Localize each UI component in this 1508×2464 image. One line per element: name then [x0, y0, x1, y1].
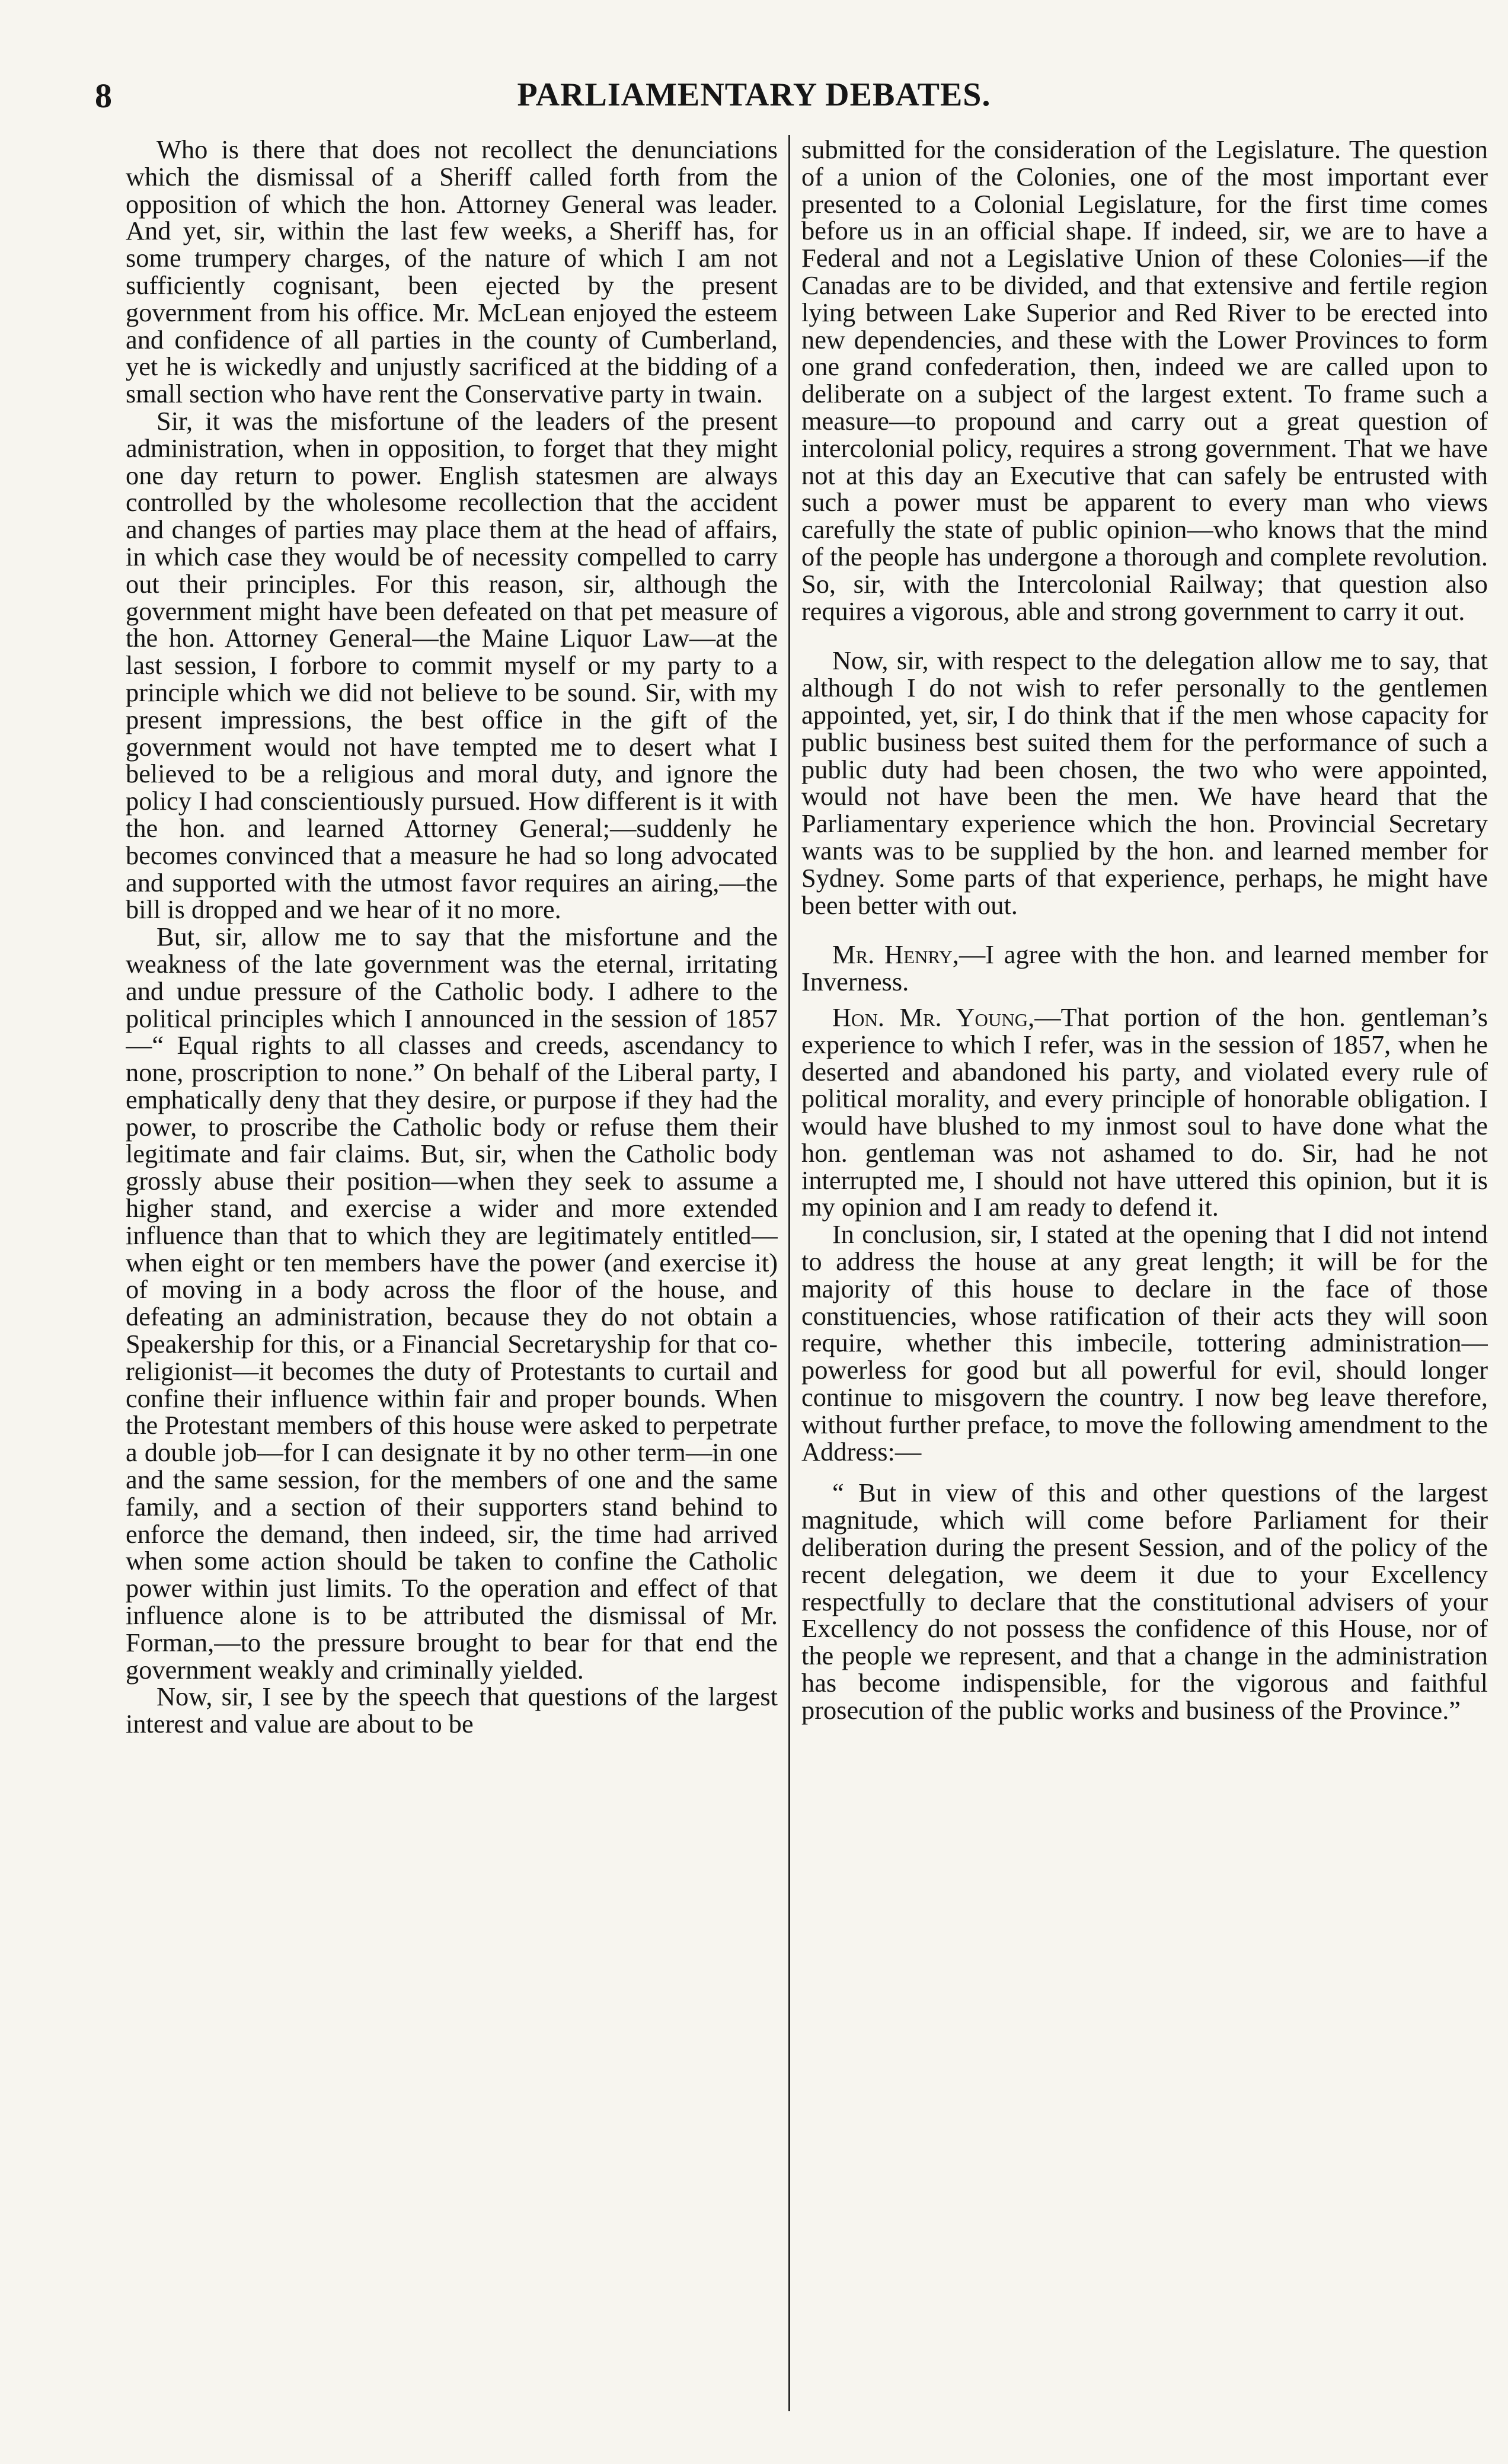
column-divider	[788, 135, 790, 2411]
paragraph: Who is there that does not recollect the denunciations which the dismissal of a Sheriff called forth from the opposition of which the hon. Attorney General was leader. And yet, sir, within the last few weeks, a Sheriff has, for some trumpery charges, of the nature of which I am not sufficiently cognisant, been ejected by the present government from his office. Mr. McLean enjoyed the esteem and confidence of all parties in the county of Cumberland, yet he is wickedly and unjustly sacrificed at the bidding of a small section who have rent the Conservative party in twain.	[126, 136, 778, 409]
paragraph: In conclusion, sir, I stated at the opening that I did not intend to address the house at any great length; it will be for the majority of this house to declare in the face of those constituencies, whose ratification of their acts they will soon require, whether this imbecile, tottering administration—powerless for good but all powerful for evil, should longer continue to misgovern the country. I now beg leave therefore, without further preface, to move the following amendment to the Address:—	[801, 1219, 1488, 1466]
paragraph: Sir, it was the misfortune of the leaders of the present administration, when in opposition, to forget that they might one day return to power. English statesmen are always controlled by the wholesome recollection that the accident and changes of parties may place them at the head of affairs, in which case they would be of necessity compelled to carry out their principles. For this reason, sir, although the government might have been defeated on that pet measure of the hon. Attorney General—the Maine Liquor Law—at the last session, I forbore to commit myself or my party to a principle which we did not believe to be sound. Sir, with my present impressions, the best office in the gift of the government would not have tempted me to desert what I believed to be a religious and moral duty, and ignore the policy I had conscientiously pursued. How different is it with the hon. and learned Attorney General;—suddenly he becomes convinced that a measure he had so long advocated and supported with the utmost favor requires an airing,—the bill is dropped and we hear of it no more.	[126, 405, 778, 925]
paragraph: Now, sir, with respect to the delegation allow me to say, that although I do not wish to refer personally to the gentlemen appointed, yet, sir, I do think that if the men whose capacity for public business best suited them for the performance of such a public duty had been chosen, the two who were appointed, would not have been the men. We have heard that the Parliamentary experience which the hon. Provincial Secretary wants was to be supplied by the hon. and learned member for Sydney. Some parts of that experience, perhaps, he might have been better with out.	[801, 645, 1488, 920]
speech-text: —That portion of the hon. gentleman’s experience to which I refer, was in the session of 1857, when he deserted and abandoned his party, and violated every rule of political morality, and every principle of honorable obligation. I would have blushed to my inmost soul to have done what the hon. gentleman was not ashamed to do. Sir, had he not interrupted me, I should not have uttered this opinion, but it is my opinion and I am ready to defend it.	[801, 1002, 1488, 1222]
speaker-paragraph	[801, 941, 1488, 996]
paragraph: Now, sir, I see by the speech that questions of the largest interest and value are about to be	[126, 1682, 778, 1739]
speech-text: —I agree with the hon. and learned member for Inverness.	[801, 939, 1488, 997]
right-column	[801, 136, 1488, 2430]
paragraph: submitted for the consideration of the Legislature. The question of a union of the Colonies, one of the most important ever presented to a Colonial Legislature, for the first time comes before us in an official shape. If indeed, sir, we are to have a Federal and not a Legislative Union of these Colonies—if the Canadas are to be divided, and that extensive and fertile region lying between Lake Superior and Red River to be erected into new dependencies, and these with the Lower Provinces to form one grand confederation, then, indeed we are called upon to deliberate on a subject of the largest extent. To frame such a measure—to propound and carry out a great question of intercolonial policy, requires a strong government. That we have not at this day an Executive that can safely be entrusted with such a power must be apparent to every man who views carefully the state of public opinion—who knows that the mind of the people has undergone a thorough and complete revolution. So, sir, with the Intercolonial Railway; that question also requires a vigorous, able and strong government to carry it out.	[801, 136, 1488, 626]
amendment-quote: “ But in view of this and other questions of the largest magnitude, which will come before Parliament for their deliberation during the present Session, and of the policy of the recent delegation, we deem it due to your Excellency respectfully to declare that the constitutional advisers of your Excellency do not possess the confidence of this House, nor of the people we represent, and that a change in the administration has become indispensible, for the vigorous and faithful prosecution of the public works and business of the Province.”	[801, 1478, 1488, 1725]
speaker-paragraph	[801, 1004, 1488, 1221]
left-column	[126, 136, 778, 2430]
speaker-name: Mr. Henry,	[832, 939, 959, 970]
running-head: PARLIAMENTARY DEBATES.	[517, 76, 991, 113]
speaker-name: Hon. Mr. Young,	[832, 1002, 1035, 1032]
paragraph: But, sir, allow me to say that the misfortune and the weakness of the late government was the eternal, irritating and undue pressure of the Catholic body. I adhere to the political principles which I announced in the session of 1857—“ Equal rights to all classes and creeds, ascendancy to none, proscription to none.” On behalf of the Liberal party, I emphatically deny that they desire, or purpose if they had the power, to proscribe the Catholic body or refuse them their legitimate and fair claims. But, sir, when the Catholic body grossly abuse their position—when they seek to assume a higher stand, and exercise a wider and more extended influence than that to which they are legitimately entitled—when eight or ten members have the power (and exercise it) of moving in a body across the floor of the house, and defeating an administration, because they do not obtain a Speakership for this, or a Financial Secretaryship for that co-religionist—it becomes the duty of Protestants to curtail and confine their influence within fair and proper bounds. When the Protestant members of this house were asked to perpetrate a double job—for I can designate it by no other term—in one and the same session, for the members of one and the same family, and a section of their supporters stand behind to enforce the demand, then indeed, sir, the time had arrived when some action should be taken to confine the Catholic power within just limits. To the operation and effect of that influence alone is to be attributed the dismissal of Mr. Forman,—to the pressure brought to bear for that end the government weakly and criminally yielded.	[126, 922, 778, 1685]
page-number: 8	[95, 76, 112, 115]
